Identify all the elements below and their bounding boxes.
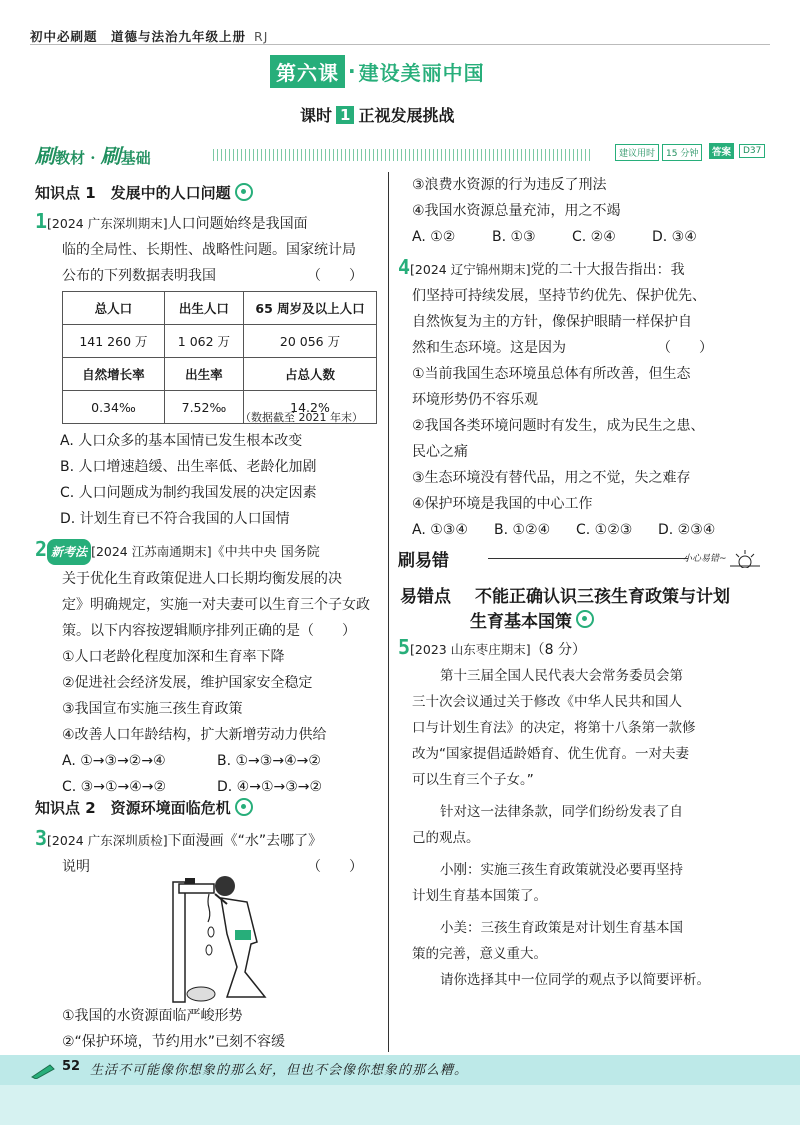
footer-quote: 生活不可能像你想象的那么好，但也不会像你想象的那么糟。 — [90, 1063, 469, 1078]
option: C. ②④ — [572, 229, 616, 245]
q5-line: 可以生育三个子女。” — [412, 772, 534, 788]
q5-line: 针对这一法律条款，同学们纷纷发表了自 — [440, 804, 683, 820]
subtitle-title: 正视发展挑战 — [358, 106, 455, 125]
lesson-title: 第六课 · 建设美丽中国 — [270, 56, 485, 86]
q3-item: ①我国的水资源面临严峻形势 — [62, 1008, 243, 1024]
practice-banner — [35, 140, 765, 168]
series-title: 初中必刷题 道德与法治九年级上册 — [30, 29, 247, 44]
q2-line: 《中共中央 国务院 — [211, 545, 320, 560]
q2-item: ②促进社会经济发展，维护国家安全稳定 — [62, 675, 313, 691]
question-number: 1 — [35, 209, 48, 233]
q2-item: ①人口老龄化程度加深和生育率下降 — [62, 649, 285, 665]
q3-line: 下面漫画《“水”去哪了》 — [167, 833, 323, 849]
table-cell: 1 062 万 — [164, 325, 243, 358]
question-number: 5 — [398, 635, 411, 659]
new-exam-tag: 新考法 — [47, 539, 91, 565]
kp1-text: 知识点 1 发展中的人口问题 — [35, 184, 231, 202]
q2-line: 定》明确规定，实施一对夫妻可以生育三个子女政 — [62, 597, 370, 613]
error-banner-line — [488, 558, 688, 559]
option: A. ①③④ — [412, 522, 468, 538]
error-point-title-2: 生育基本国策 — [470, 612, 572, 632]
option: A. ①② — [412, 229, 456, 245]
error-point-label: 易错点 — [400, 587, 451, 607]
q5-line: 小美：三孩生育政策是对计划生育基本国 — [440, 920, 683, 936]
option: A. ①→③→②→④ — [62, 753, 166, 769]
question-2 — [35, 536, 385, 800]
q4-line: 然和生态环境。这是因为 （ ） — [412, 340, 713, 356]
lesson-tag: 第六课 — [270, 55, 345, 88]
question-number: 2 — [35, 537, 48, 561]
footer-band — [0, 1085, 800, 1125]
question-source: [2023 山东枣庄期末] — [410, 642, 531, 657]
time-label: 建议用时 — [615, 144, 659, 161]
option: D. ③④ — [652, 229, 697, 245]
option: C. 人口问题成为制约我国发展的决定因素 — [60, 485, 317, 501]
population-table — [62, 291, 377, 424]
q3-continued — [400, 172, 770, 250]
q4-item: 民心之痛 — [412, 444, 468, 460]
lesson-name: 建设美丽中国 — [358, 60, 485, 85]
q4-line: 自然恢复为主的方针，像保护眼睛一样保护自 — [412, 314, 692, 330]
q3-item: ③浪费水资源的行为违反了刑法 — [412, 177, 607, 193]
target-icon — [235, 798, 253, 816]
question-1 — [35, 208, 385, 289]
data-note: （数据截至 2021 年末） — [240, 411, 363, 424]
q5-line: 策的完善，意义重大。 — [412, 946, 547, 962]
kp2-text: 知识点 2 资源环境面临危机 — [35, 799, 231, 817]
table-cell: 0.34‰ — [63, 391, 165, 424]
table-cell: 出生率 — [164, 358, 243, 391]
table-cell: 出生人口 — [164, 292, 243, 325]
option: A. 人口众多的基本国情已发生根本改变 — [60, 433, 303, 449]
q2-line: 策。以下内容按逻辑顺序排列正确的是（ ） — [62, 623, 356, 639]
table-cell: 总人口 — [63, 292, 165, 325]
banner-stripes — [213, 149, 593, 161]
option: D. 计划生育已不符合我国的人口国情 — [60, 511, 290, 527]
q3-items-left — [35, 1003, 385, 1055]
q1-line: 公布的下列数据表明我国 （ ） — [62, 268, 363, 284]
knowledge-point-1 — [35, 182, 253, 203]
score: （8 分） — [530, 642, 586, 658]
q5-line: 口与计划生育法》的决定，将第十八条第一款修 — [412, 720, 696, 736]
q4-item: ②我国各类环境问题时有发生，成为民生之患、 — [412, 418, 705, 434]
q4-item: ③生态环境没有替代品，用之不觉，失之难存 — [412, 470, 691, 486]
q2-line: 关于优化生育政策促进人口长期均衡发展的决 — [62, 571, 342, 587]
question-number: 4 — [398, 255, 411, 279]
q5-line: 小刚：实施三孩生育政策就没必要再坚持 — [440, 862, 683, 878]
question-5 — [398, 634, 770, 993]
option: D. ④→①→③→② — [217, 779, 323, 795]
banner-brand: 刷教材 · 刷基础 — [35, 144, 151, 168]
water-comic-image — [165, 872, 285, 1007]
q2-item: ④改善人口年龄结构，扩大新增劳动力供给 — [62, 727, 327, 743]
q3-item: ④我国水资源总量充沛，用之不竭 — [412, 203, 621, 219]
knowledge-point-2 — [35, 797, 253, 818]
option: B. ①②④ — [494, 522, 551, 538]
answer-page: D37 — [739, 144, 765, 158]
table-cell: 141 260 万 — [63, 325, 165, 358]
error-point-title-1: 不能正确认识三孩生育政策与计划 — [475, 587, 730, 607]
running-header — [30, 27, 268, 45]
error-tip: 小心易错~ — [683, 554, 727, 564]
error-point-title-2-wrap — [470, 607, 594, 632]
sun-icon — [728, 546, 762, 568]
q1-line: 临的全局性、长期性、战略性问题。国家统计局 — [62, 242, 356, 258]
header-divider — [30, 44, 770, 45]
table-cell: 7.52‰ — [164, 391, 243, 424]
q4-item: ①当前我国生态环境虽总体有所改善，但生态 — [412, 366, 691, 382]
question-source: [2024 辽宁锦州期末] — [410, 262, 531, 277]
q5-line: 第十三届全国人民代表大会常务委员会第 — [440, 668, 683, 684]
q5-line: 计划生育基本国策了。 — [412, 888, 547, 904]
q4-line: 们坚持可持续发展，坚持节约优先、保护优先、 — [412, 288, 706, 304]
q5-line: 三十次会议通过关于修改《中华人民共和国人 — [412, 694, 682, 710]
option: D. ②③④ — [658, 522, 716, 538]
subtitle-number: 1 — [336, 106, 354, 124]
question-source: [2024 广东深圳质检] — [47, 833, 168, 848]
q5-line: 己的观点。 — [412, 830, 480, 846]
option: B. 人口增速趋缓、出生率低、老龄化加剧 — [60, 459, 317, 475]
section-subtitle — [300, 103, 454, 126]
table-cell: 占总人数 — [244, 358, 377, 391]
subtitle-prefix: 课时 — [300, 106, 333, 125]
q2-item: ③我国宣布实施三孩生育政策 — [62, 701, 243, 717]
option: B. ①→③→④→② — [217, 753, 321, 769]
q5-line: 改为“国家提倡适龄婚育、优生优育。一对夫妻 — [412, 746, 689, 762]
question-source: [2024 江苏南通期末] — [91, 544, 212, 559]
error-brand: 刷易错 — [398, 551, 449, 571]
option: C. ③→①→④→② — [62, 779, 167, 795]
option: C. ①②③ — [576, 522, 633, 538]
question-4 — [398, 254, 770, 543]
option: B. ①③ — [492, 229, 536, 245]
q4-item: 环境形势仍不容乐观 — [412, 392, 538, 408]
column-divider — [388, 172, 389, 1052]
q4-line: 党的二十大报告指出：我 — [530, 262, 685, 278]
q5-line: 请你选择其中一位同学的观点予以简要评析。 — [440, 972, 710, 988]
table-cell: 自然增长率 — [63, 358, 165, 391]
page-number: 52 — [62, 1059, 81, 1074]
question-source: [2024 广东深圳期末] — [47, 216, 168, 231]
pencil-icon — [30, 1061, 58, 1079]
page-footer — [0, 1055, 800, 1085]
target-icon — [576, 610, 594, 628]
q1-options — [60, 428, 385, 532]
q1-line: 人口问题始终是我国面 — [167, 216, 308, 232]
q3-item: ②“保护环境，节约用水”已刻不容缓 — [62, 1034, 286, 1050]
q4-item: ④保护环境是我国的中心工作 — [412, 496, 593, 512]
table-cell: 65 周岁及以上人口 — [244, 292, 377, 325]
target-icon — [235, 183, 253, 201]
time-value: 15 分钟 — [662, 144, 702, 161]
table-cell: 20 056 万 — [244, 325, 377, 358]
q3-line: 说明 （ ） — [62, 859, 363, 875]
question-number: 3 — [35, 826, 48, 850]
error-banner — [398, 546, 770, 570]
answer-label: 答案 — [709, 143, 734, 159]
edition-label: RJ — [254, 29, 269, 44]
table-cell: 14.2% — [244, 391, 377, 424]
